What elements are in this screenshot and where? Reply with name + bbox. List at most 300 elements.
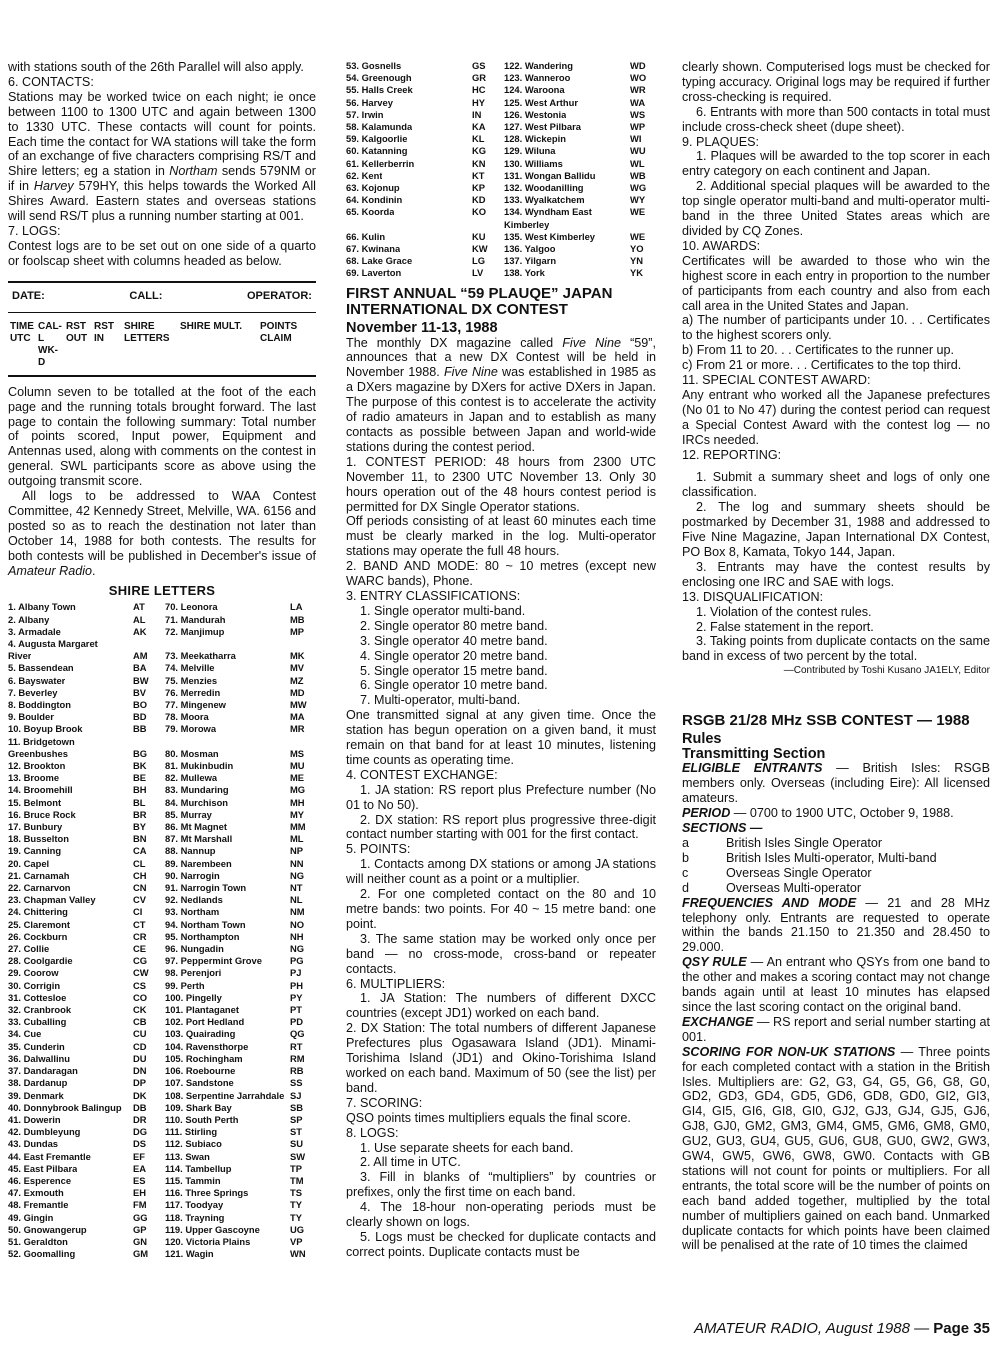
shire-code: SB [290,1101,304,1113]
shire-code: EA [133,1162,147,1174]
shire-name: 106. Roebourne [165,1065,236,1077]
shire-code: ES [133,1174,146,1186]
shire-code: KP [472,182,486,194]
shire-row [8,1004,159,1016]
shire-name: 7. Beverley [8,686,58,698]
form-col-call: CAL- L WK- D [38,320,62,368]
shire-code: MV [290,662,305,674]
shire-name: 91. Narrogin Town [165,882,247,894]
shire-name: 89. Narembeen [165,857,232,869]
shire-code: NN [290,857,304,869]
entry-item: 3. Single operator 40 metre band. [360,633,548,648]
shire-code: MK [290,650,305,662]
entry-item: 1. Single operator multi-band. [360,603,526,618]
shire-code: BN [133,833,147,845]
shire-row [346,170,498,182]
shire-letters-title: SHIRE LETTERS [108,583,216,599]
form-col-shire-letters: SHIRE LETTERS [124,320,170,344]
shire-row [165,1102,316,1114]
shire-code: MG [290,784,306,796]
shire-column-left [8,601,159,1260]
disqualification-3: 3. Taking points from duplicate contacts on the same band in excess of two percent by the total. [682,634,990,664]
shire-code: PD [290,1016,304,1028]
shire-name: 5. Bassendean [8,662,74,674]
shire-code: KO [472,206,487,218]
shire-row [346,145,498,157]
exchange-dx: 2. DX station: RS report plus progressive three-digit contact number starting with 001 for the first contact. [346,812,656,842]
form-call: CALL: [129,289,163,302]
shire-row [504,121,656,133]
shire-code [472,219,498,231]
logs8-heading: 8. LOGS: [346,1125,399,1140]
shire-code: LV [472,267,484,279]
shire-name: 86. Mt Magnet [165,821,227,833]
shire-row [504,194,656,206]
shire-name: 21. Carnamah [8,869,70,881]
shire-row [165,809,316,821]
shire-name: 119. Upper Gascoyne [165,1223,260,1235]
shire-code: BD [133,711,147,723]
shire-name: 55. Halls Creek [346,84,413,96]
form-col-points: POINTS CLAIM [260,320,298,344]
shire-code: CK [133,1004,147,1016]
shire-row [165,943,316,955]
shire-row [8,1065,159,1077]
shire-code: SU [290,1138,304,1150]
shire-name: 118. Trayning [165,1211,225,1223]
shire-row [346,255,498,267]
disqualification-1: 1. Violation of the contest rules. [696,604,872,619]
shire-code: KT [472,169,485,181]
shire-name: 121. Wagin [165,1248,214,1260]
shire-row [504,158,656,170]
shire-code: DK [133,1089,147,1101]
shire-name: 69. Laverton [346,267,402,279]
shire-name: 93. Northam [165,906,220,918]
shire-code: WU [630,145,646,157]
shire-row [8,760,159,772]
shire-row [8,723,159,735]
shire-row [8,699,159,711]
shire-row [346,194,498,206]
shire-code: DB [133,1101,147,1113]
shire-code: BW [133,674,149,686]
shire-name: 90. Narrogin [165,869,220,881]
shire-code: MB [290,613,305,625]
shire-name: 60. Katanning [346,145,408,157]
shire-name: 78. Moora [165,711,209,723]
shire-row [346,219,498,231]
rsgb-title: RSGB 21/28 MHz SSB CONTEST — 1988 [682,712,970,730]
shire-name: 29. Coorow [8,967,59,979]
disqualification-2: 2. False statement in the report. [696,619,874,634]
shire-code: WR [630,84,646,96]
shire-name: 136. Yalgoo [504,243,556,255]
shire-row [504,206,656,218]
rsgb-section: Transmitting Section [682,745,826,762]
shire-row [165,626,316,638]
shire-name: 137. Yilgarn [504,255,557,267]
shire-row [8,1151,159,1163]
shire-code: DG [133,1126,148,1138]
shire-code: BH [133,784,147,796]
shire-row [165,1126,316,1138]
shire-row [8,1212,159,1224]
shire-row [165,601,316,613]
frequencies-mode: FREQUENCIES AND MODE — 21 and 28 MHz telephony only. Entrants are requested to operate within the bands 21.150 to 21.350 and 28.450 to 29.000. [682,895,991,955]
section-item: a British Isles Single Operator [682,836,883,850]
shire-code: NP [290,845,304,857]
shire-name: 132. Woodanilling [504,182,584,194]
shire-code: AT [133,601,145,613]
shire-row [8,748,159,760]
shire-code: CR [133,930,147,942]
shire-code: AK [133,625,147,637]
shire-row [346,243,498,255]
shire-name: 111. Stirling [165,1126,218,1138]
shire-code: KL [472,133,485,145]
japan-intro: The monthly DX magazine called Five Nine “59”, announces that a new DX Contest will be held in November 1988. Five Nine was established in 1985 as a DXers magazine by DXers for active DXers in Japan. The purpose of this contest is to accelerate the activity of radio amateurs in Japan and to establish as many contacts as possible between Japan and world-wide stations during the contest period. [346,335,656,454]
shire-code: UG [290,1223,305,1235]
scoring-non-uk: SCORING FOR NON-UK STATIONS — Three points for each completed contact with a station in the British Isles. Multipliers are: G2, G3, G4, G5, G6, G8, G0, GD2, GD3, GD4, GD5, GD6, GD8, GD0, GI2, GI3, GI4, GI5, GI6, GI8, GI0, GJ2, GJ3, GJ4, GJ5, GJ6, GJ8, GJ0, GM2, GM3, GM4, GM5, GM6, GM8, GM0, GU2, GU3, GU4, GU5, GU6, GU8, GU0, GW2, GW3, GW4, GW5, GW6, GW8, GW0. Contacts with GB stations will not count for points or multipliers. For all entrants, the total score will be the number of points on each band added together, multiplied by the total number of multipliers gained on each band. Unmarked duplicate contacts for which points have been claimed will be penalised at the rate of 10 times the claimed [682,1044,990,1253]
shire-name: 48. Fremantle [8,1199,69,1211]
shire-row [8,1175,159,1187]
shire-name: 51. Geraldton [8,1235,68,1247]
shire-code: ME [290,772,305,784]
form-col-shire-mult: SHIRE MULT. [180,320,243,332]
shire-name: 31. Cottesloe [8,991,67,1003]
shire-code: IN [472,108,482,120]
shire-row [346,72,498,84]
shire-code: MM [290,821,306,833]
shire-row [504,243,656,255]
shire-row [165,736,316,748]
shire-row [8,955,159,967]
shire-name: 83. Mundaring [165,784,229,796]
entry-item: 5. Single operator 15 metre band. [360,663,548,678]
shire-code: MW [290,699,307,710]
shire-name: 133. Wyalkatchem [504,194,585,206]
shire-code: ST [290,1126,302,1138]
shire-row [165,797,316,809]
shire-row [346,267,498,279]
shire-name: 77. Mingenew [165,699,226,710]
shire-row [165,967,316,979]
shire-row [165,1114,316,1126]
shire-row [346,97,498,109]
plaques-2: 2. Additional special plaques will be awarded to the top single operator multi-band and multi-operator multi-band in the three United States areas which are divided by CQ Zones. [682,179,990,238]
shire-name [346,219,349,231]
plaques-heading: 9. PLAQUES: [682,134,759,149]
shire-row [346,182,498,194]
shire-row [165,955,316,967]
shire-column-top-right [504,60,656,280]
intro-text: with stations south of the 26th Parallel will also apply. [8,60,304,74]
shire-code: TY [290,1211,302,1223]
shire-code: AL [133,613,146,625]
multipliers-ja: 1. JA Station: The numbers of different DXCC countries (except JD1) worked on each band. [346,991,656,1021]
shire-name: 33. Cuballing [8,1016,67,1028]
shire-code: FM [133,1199,147,1211]
shire-code: BY [133,821,147,833]
shire-name: 12. Brookton [8,760,66,772]
shire-row [504,133,656,145]
form-operator: OPERATOR: [246,289,312,302]
shire-code: BA [133,662,147,674]
shire-name: 25. Claremont [8,918,70,930]
shire-row [165,711,316,723]
shire-code: CS [133,979,147,991]
shire-name: 2. Albany [8,613,50,625]
shire-name: 103. Quairading [165,1028,236,1040]
shire-name: 124. Waroona [504,84,565,96]
shire-code: KD [472,194,486,206]
shire-code: WI [630,133,642,145]
shire-code: GS [472,60,486,71]
shire-name: 18. Busselton [8,833,69,845]
shire-row [165,1016,316,1028]
shire-name: 75. Menzies [165,674,218,686]
shire-code: NO [290,918,305,930]
shire-row [8,711,159,723]
shire-name: 97. Peppermint Grove [165,955,262,967]
shire-code: PY [290,991,303,1003]
section-item: d Overseas Multi-operator [682,880,862,895]
shire-row [8,1236,159,1248]
shire-row [504,219,656,231]
shire-code: CA [133,845,147,857]
shire-name: 6. Bayswater [8,674,66,686]
shire-row [8,614,159,626]
shire-code: MD [290,686,305,698]
shire-code: CU [133,1028,147,1040]
awards-c: c) From 21 or more. . . Certificates to the top third. [682,358,962,373]
column-middle [346,60,656,1260]
shire-name: 100. Pingelly [165,991,222,1003]
shire-code: EF [133,1150,145,1162]
shire-row [165,821,316,833]
shire-row [165,870,316,882]
japan-contest-title: FIRST ANNUAL “59 PLAUQE” JAPAN INTERNATIONAL DX CONTEST [346,284,613,319]
shire-row [8,906,159,918]
shire-code: RT [290,1040,303,1052]
shire-row [8,675,159,687]
shire-name: 125. West Arthur [504,96,578,108]
shire-code: WE [630,206,646,218]
shire-column-right [165,601,316,1260]
shire-code: BK [133,760,147,772]
shire-name: 128. Wickepin [504,133,566,145]
totals-text: Column seven to be totalled at the foot of the each page and the running totals brought forward. The last page to contain the following summary: Total number of points scored, Input power, Equipment and Antennas used, along with comments on the contest in general. SWL participants score as above using the outgoing transmit score. [8,384,316,489]
shire-row [165,1212,316,1224]
shire-row [165,748,316,760]
shire-name: 64. Kondinin [346,194,403,206]
shire-code: LG [472,255,486,267]
log-form-table [8,281,316,377]
shire-row [165,772,316,784]
reporting-heading: 12. REPORTING: [682,447,782,462]
shire-row [346,109,498,121]
shire-code: PG [290,955,304,967]
shire-row [165,723,316,735]
shire-name: 53. Gosnells [346,60,402,71]
shire-name: 102. Port Hedland [165,1016,245,1028]
contacts-heading: 6. CONTACTS: [8,74,94,89]
shire-letters-list [8,601,316,1260]
shire-name: 101. Plantaganet [165,1004,239,1016]
shire-code: CI [133,906,143,918]
shire-row [8,833,159,845]
shire-row [165,1065,316,1077]
shire-row [8,638,159,650]
shire-code: MZ [290,674,304,686]
shire-name: 66. Kulin [346,230,386,242]
shire-code: MR [290,723,305,735]
shire-row [504,72,656,84]
shire-code: GR [472,72,487,84]
shire-name: 41. Dowerin [8,1113,61,1125]
shire-row [504,109,656,121]
reporting-1: 1. Submit a summary sheet and logs of only one classification. [682,470,990,500]
shire-name: 15. Belmont [8,796,62,808]
shire-code: NM [290,906,305,918]
shire-code [290,736,316,748]
shire-name: 76. Merredin [165,686,221,698]
shire-code: WS [630,108,646,120]
shire-row [165,1236,316,1248]
shire-name: 38. Dardanup [8,1077,68,1089]
shire-code: QG [290,1028,305,1040]
shire-code: WB [630,169,646,181]
shire-code: SP [290,1113,303,1125]
special-award-heading: 11. SPECIAL CONTEST AWARD: [682,373,871,388]
shire-name [165,736,168,748]
shire-code: CV [133,894,147,906]
shire-row [165,894,316,906]
form-date: DATE: [12,289,45,302]
shire-code: CE [133,943,147,955]
section-item: c Overseas Single Operator [682,865,872,880]
shire-code: GN [133,1235,148,1247]
shire-name: 45. East Pilbara [8,1162,78,1174]
shire-code: PT [290,1004,302,1016]
shire-row [504,267,656,279]
shire-name: Greenbushes [8,747,68,759]
shire-row [8,772,159,784]
shire-row [346,231,498,243]
reporting-2: 2. The log and summary sheets should be postmarked by December 31, 1988 and addressed to Five Nine Magazine, Japan International DX Contest, PO Box 8, Kamata, Tokyo 144, Japan. [682,500,990,559]
logs8-4: 4. The 18-hour non-operating periods must be clearly shown on logs. [346,1200,656,1230]
shire-name: 65. Koorda [346,206,395,218]
shire-code: HC [472,84,486,96]
shire-name: 107. Sandstone [165,1077,234,1089]
shire-name: 114. Tambellup [165,1162,232,1174]
logs8-6: 6. Entrants with more than 500 contacts in total must include cross-check sheet (dupe sheet). [682,104,990,134]
shire-row [8,1090,159,1102]
shire-name: 82. Mullewa [165,772,218,784]
shire-name: 88. Nannup [165,845,216,857]
shire-row [8,1126,159,1138]
shire-code [133,736,159,748]
shire-row [8,1016,159,1028]
shire-row [165,1028,316,1040]
entry-heading: 3. ENTRY CLASSIFICATIONS: [346,588,521,603]
plaques-1: 1. Plaques will be awarded to the top scorer in each entry category on each continent and Japan. [682,149,990,179]
shire-code: YK [630,267,644,279]
scoring-text: QSO points times multipliers equals the final score. [346,1110,631,1125]
shire-code: WG [630,182,647,194]
shire-name: 42. Dumbleyung [8,1126,81,1138]
shire-code [290,638,316,650]
shire-row [165,1248,316,1260]
shire-name: 28. Coolgardie [8,955,73,967]
shire-code: DN [133,1065,147,1077]
off-periods: Off periods consisting of at least 60 minutes each time must be clearly marked in the log. Multi-operator stations may operate the full 48 hours. [346,514,656,559]
shire-name: 61. Kellerberrin [346,157,415,169]
shire-row [8,894,159,906]
shire-name: 138. York [504,267,545,279]
column-right [682,60,990,1253]
shire-name: 84. Murchison [165,796,229,808]
shire-row [165,760,316,772]
page-footer: AMATEUR RADIO, August 1988 — Page 35 [694,1320,990,1337]
shire-code: DP [133,1077,147,1089]
shire-code: GG [133,1211,148,1223]
shire-code: TS [290,1187,302,1199]
shire-row [165,992,316,1004]
shire-row [8,1077,159,1089]
shire-row [8,967,159,979]
shire-name: 122. Wandering [504,60,573,71]
shire-code: NG [290,869,305,881]
shire-name: 130. Williams [504,157,563,169]
shire-code: CN [133,882,147,894]
shire-code: TY [290,1199,302,1211]
shire-row [8,1028,159,1040]
form-col-rst-in: RST IN [94,320,114,344]
shire-row [165,931,316,943]
shire-code: MP [290,625,305,637]
shire-name: 35. Cunderin [8,1040,65,1052]
scoring-heading: 7. SCORING: [346,1095,423,1110]
shire-row [165,687,316,699]
shire-code: LA [290,601,303,613]
form-col-time: TIME UTC [10,320,34,344]
shire-row [165,699,316,711]
shire-name: 115. Tammin [165,1174,221,1186]
shire-name: 71. Mandurah [165,613,226,625]
exchange-heading: 4. CONTEST EXCHANGE: [346,767,498,782]
entry-list [346,604,656,708]
shire-name: 117. Toodyay [165,1199,224,1211]
shire-row [165,906,316,918]
multipliers-heading: 6. MULTIPLIERS: [346,976,446,991]
shire-code: GM [133,1248,149,1260]
shire-row [165,882,316,894]
shire-name: 110. South Perth [165,1113,239,1125]
shire-name: 10. Boyup Brook [8,723,83,735]
shire-row [165,1090,316,1102]
points-1: 1. Contacts among DX stations or among JA stations will neither count as a point or a multiplier. [346,857,656,887]
shire-row [346,133,498,145]
shire-name: 120. Victoria Plains [165,1235,251,1247]
shire-code: CD [133,1040,147,1052]
shire-row [165,1077,316,1089]
shire-code: BG [133,747,148,759]
shire-name: 8. Boddington [8,699,72,710]
shire-name: 34. Cue [8,1028,42,1040]
shire-name: 36. Dalwallinu [8,1052,70,1064]
